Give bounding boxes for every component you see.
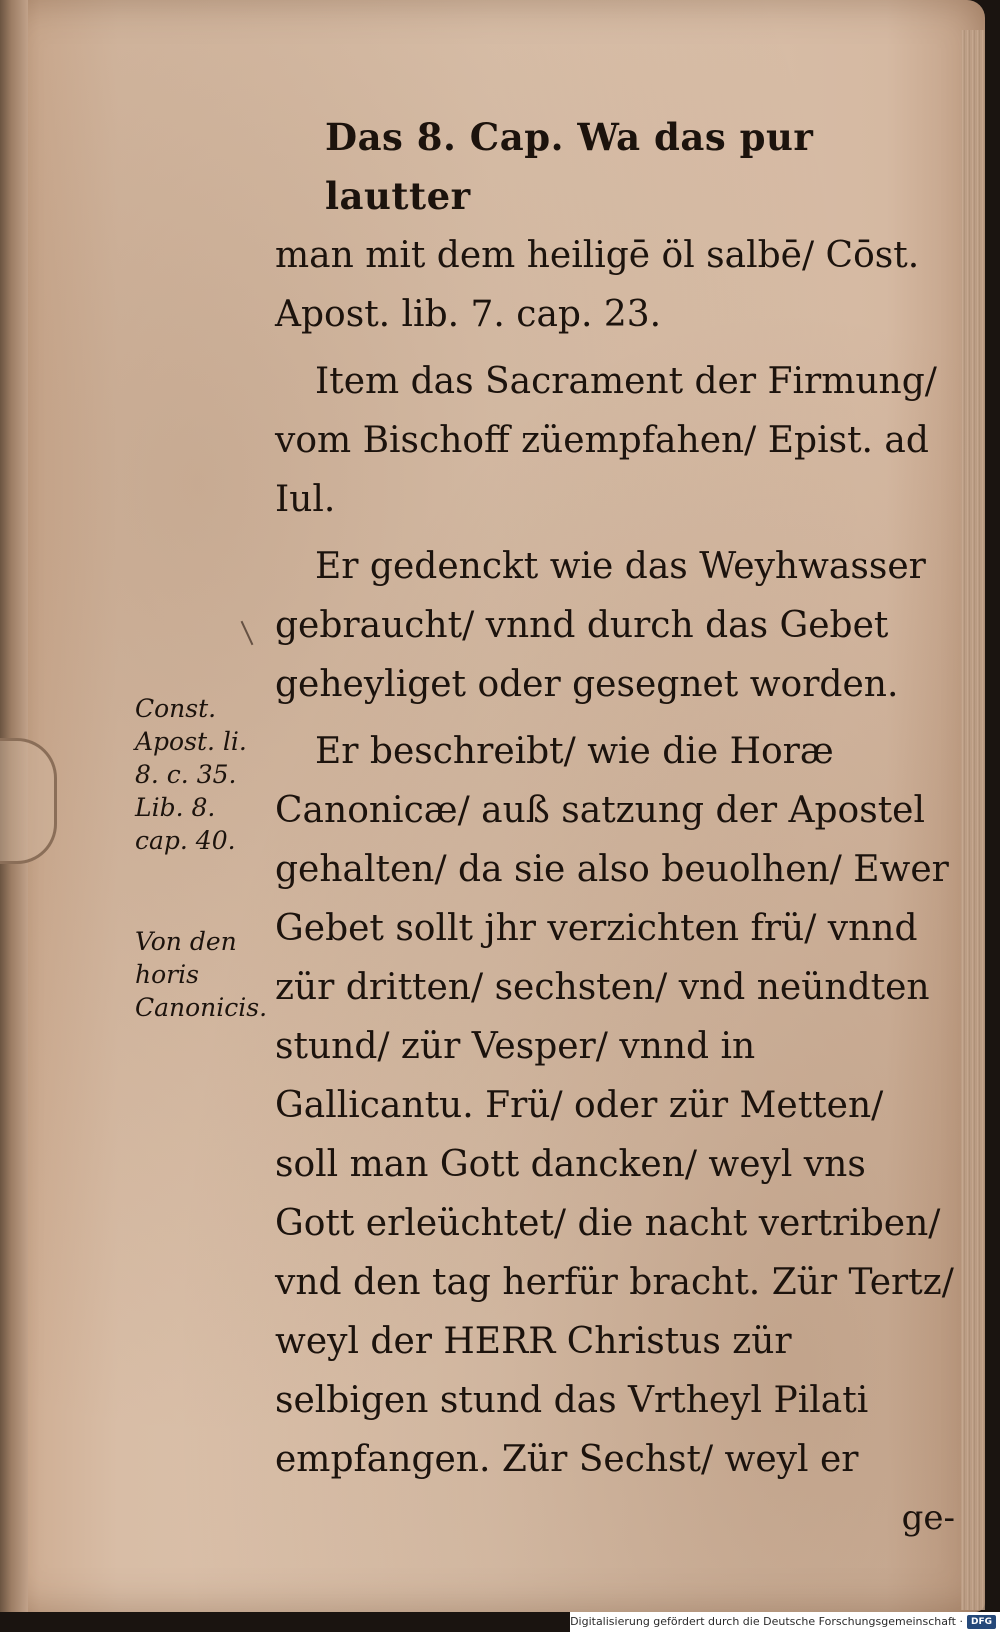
ink-mark [241,621,254,645]
paragraph: Er beschreibt/ wie die Horæ Canonicæ/ auß satzung der Apostel gehalten/ da sie also beuolhen/ Ewer Gebet sollt jhr verzichten frü/ vnnd zür dritten/ sechsten/ vnd neündten stund/ zür Vesper/ vnnd in Gallicantu. Frü/ oder zür Metten/ soll man Gott dancken/ weyl vns Gott erleüchtet/ die nacht vertriben/ vnd den tag herfür bracht. Zür Tertz/ weyl der HERR Christus zür selbigen stund das Vrtheyl Pilati empfangen. Zür Sechst/ weyl er [275,731,954,1480]
page-tab-marker [0,738,57,864]
page-edge [961,30,985,1610]
catchword: ge- [901,1498,955,1538]
running-head: Das 8. Cap. Wa das pur lautter [325,115,814,218]
paragraph: Item das Sacrament der Firmung/ vom Bischoff züempfahen/ Epist. ad Iul. [275,361,937,520]
margin-note-topic: Von den horis Canonicis. [135,927,268,1022]
paragraph: man mit dem heiligē öl salbē/ Cōst. Apost. lib. 7. cap. 23. [275,235,920,335]
main-text [275,108,955,1548]
dfg-logo-icon: DFG [967,1615,996,1629]
footer-credit: Digitalisierung gefördert durch die Deutsche Forschungsgemeinschaft · [570,1615,963,1628]
margin-note-citation: Const. Apost. li. 8. c. 35. Lib. 8. cap. 40. [135,694,247,855]
paragraph: Er gedenckt wie das Weyhwasser gebraucht/ vnnd durch das Gebet geheyliget oder gesegnet worden. [275,546,926,705]
digitization-footer [570,1612,1000,1632]
